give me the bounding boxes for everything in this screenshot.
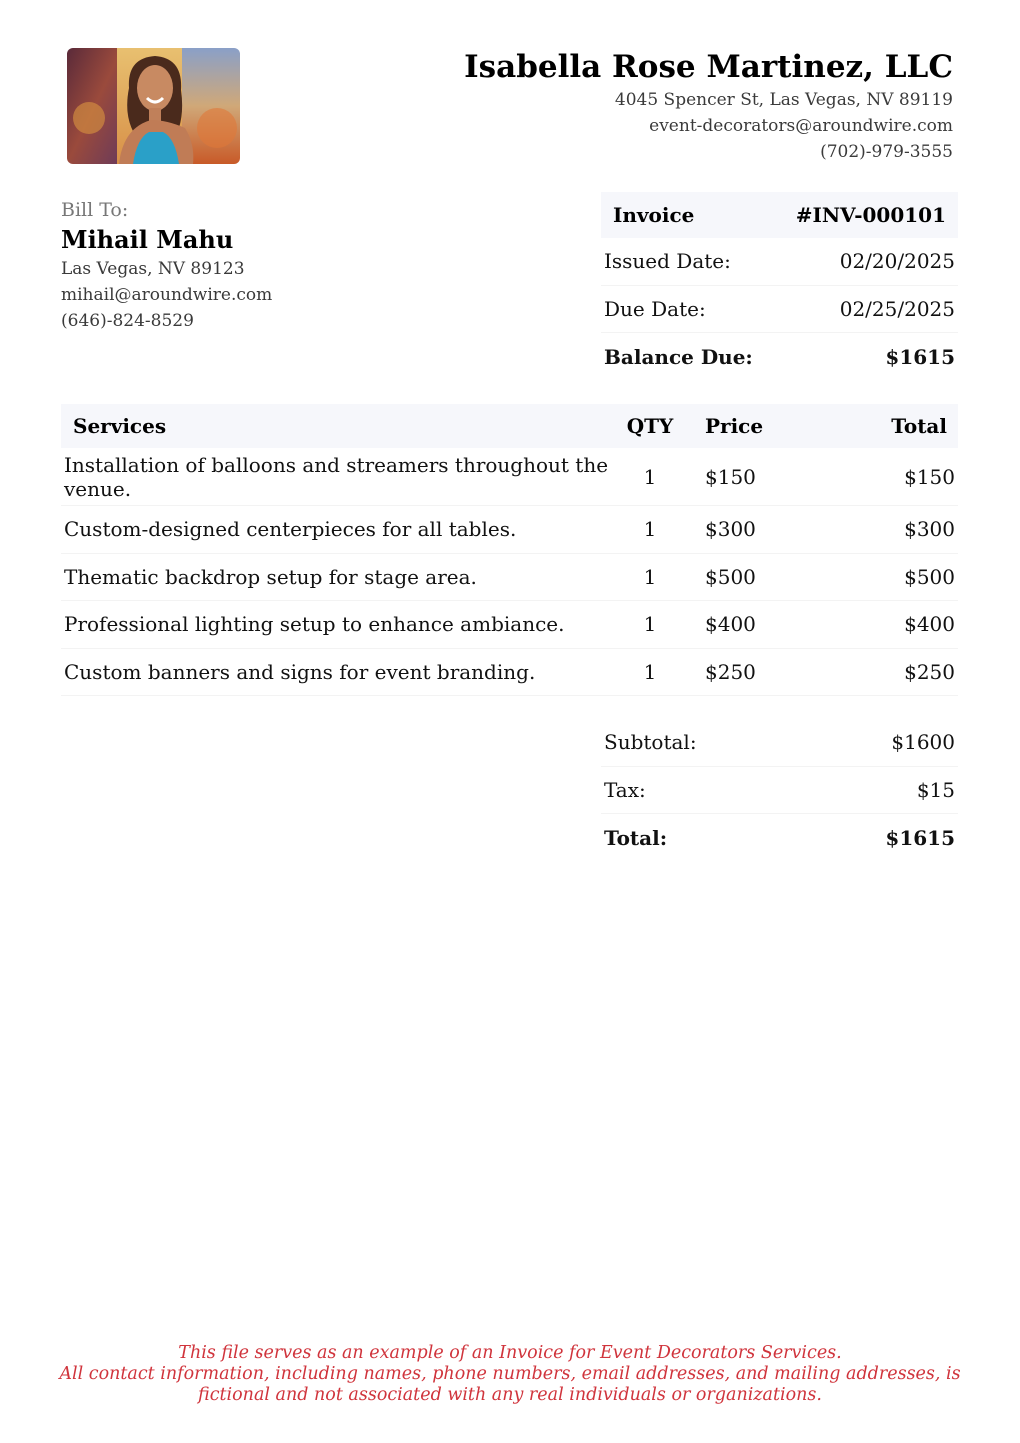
disclaimer-line-3: fictional and not associated with any real individuals or organizations. bbox=[198, 1385, 822, 1405]
row-qty: 1 bbox=[643, 659, 657, 684]
invoice-number: #INV-000101 bbox=[795, 203, 946, 227]
balance-due-value: $1615 bbox=[885, 344, 955, 369]
tax-row bbox=[601, 767, 958, 815]
row-total: $400 bbox=[904, 612, 955, 637]
balance-due-label: Balance Due: bbox=[604, 344, 753, 369]
row-qty: 1 bbox=[643, 564, 657, 589]
client-email: mihail@aroundwire.com bbox=[61, 285, 273, 305]
company-phone: (702)-979-3555 bbox=[820, 142, 953, 162]
total-value: $1615 bbox=[885, 825, 955, 850]
table-row bbox=[61, 601, 958, 649]
row-price: $250 bbox=[705, 659, 756, 684]
table-row bbox=[61, 554, 958, 602]
disclaimer-line-2: All contact information, including names, phone numbers, email addresses, and mailing addresses, is bbox=[59, 1364, 961, 1384]
due-date-row bbox=[601, 286, 958, 334]
client-name: Mihail Mahu bbox=[61, 225, 234, 254]
table-row bbox=[61, 448, 958, 506]
row-qty: 1 bbox=[643, 517, 657, 542]
company-info bbox=[464, 48, 953, 165]
row-total: $150 bbox=[904, 464, 955, 489]
company-address: 4045 Spencer St, Las Vegas, NV 89119 bbox=[614, 90, 953, 110]
row-description: Custom banners and signs for event branding. bbox=[64, 659, 536, 684]
client-phone: (646)-824-8529 bbox=[61, 311, 194, 331]
invoice-details bbox=[601, 192, 958, 381]
invoice-label: Invoice bbox=[613, 203, 695, 227]
row-price: $150 bbox=[705, 464, 756, 489]
issued-date-label: Issued Date: bbox=[604, 249, 731, 274]
header-qty: QTY bbox=[626, 414, 674, 438]
total-row bbox=[601, 814, 958, 862]
row-total: $250 bbox=[904, 659, 955, 684]
bill-to-label: Bill To: bbox=[61, 199, 129, 221]
tax-label: Tax: bbox=[604, 777, 646, 802]
company-logo-photo bbox=[67, 48, 240, 164]
company-name: Isabella Rose Martinez, LLC bbox=[464, 49, 953, 85]
row-total: $300 bbox=[904, 517, 955, 542]
header-services: Services bbox=[73, 414, 167, 438]
totals-section bbox=[601, 719, 958, 862]
row-description: Custom-designed centerpieces for all tables. bbox=[64, 517, 517, 542]
disclaimer-line-1: This file serves as an example of an Invoice for Event Decorators Services. bbox=[178, 1343, 842, 1363]
subtotal-value: $1600 bbox=[891, 730, 955, 755]
row-total: $500 bbox=[904, 564, 955, 589]
disclaimer-footer bbox=[0, 1343, 1020, 1406]
row-description: Installation of balloons and streamers throughout the venue. bbox=[64, 452, 609, 501]
company-email: event-decorators@aroundwire.com bbox=[649, 116, 953, 136]
bill-to-section bbox=[61, 197, 272, 334]
subtotal-label: Subtotal: bbox=[604, 730, 697, 755]
row-qty: 1 bbox=[643, 464, 657, 489]
issued-date-value: 02/20/2025 bbox=[839, 249, 955, 274]
row-price: $300 bbox=[705, 517, 756, 542]
subtotal-row bbox=[601, 719, 958, 767]
row-description: Thematic backdrop setup for stage area. bbox=[64, 564, 477, 589]
client-address: Las Vegas, NV 89123 bbox=[61, 259, 245, 279]
row-price: $400 bbox=[705, 612, 756, 637]
row-description: Professional lighting setup to enhance ambiance. bbox=[64, 612, 565, 637]
header-price: Price bbox=[705, 414, 764, 438]
due-date-label: Due Date: bbox=[604, 296, 706, 321]
table-row bbox=[61, 506, 958, 554]
invoice-header bbox=[601, 192, 958, 238]
row-price: $500 bbox=[705, 564, 756, 589]
services-table bbox=[61, 404, 958, 696]
table-row bbox=[61, 649, 958, 697]
row-qty: 1 bbox=[643, 612, 657, 637]
total-label: Total: bbox=[604, 825, 668, 850]
services-table-header bbox=[61, 404, 958, 448]
header-total: Total bbox=[891, 414, 947, 438]
tax-value: $15 bbox=[916, 777, 955, 802]
balance-due-row bbox=[601, 333, 958, 381]
issued-date-row bbox=[601, 238, 958, 286]
due-date-value: 02/25/2025 bbox=[839, 296, 955, 321]
